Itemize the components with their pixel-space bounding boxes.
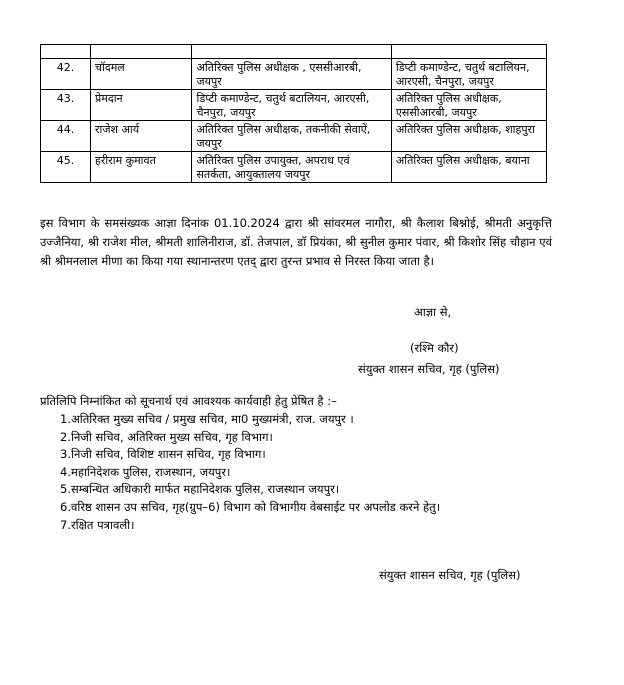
table-row bbox=[41, 152, 547, 183]
current-posting-cell: डिप्टी कमाण्डेन्ट, चतुर्थ बटालियन, आरएसी, चैनपुरा, जयपुर bbox=[192, 90, 391, 121]
cancellation-paragraph: इस विभाग के समसंख्यक आज्ञा दिनांक 01.10.2024 द्वारा श्री सांवरमल नागौरा, श्री कैलाश बिश्नोई, श्रीमती अनुकृत्ति उज्जैनिया, श्री राजेश मील, श्रीमती शालिनीराज, डॉ. तेजपाल, डॉ प्रियंका, श्री सुनील कुमार पंवार, श्री किशोर सिंह चौहान एवं श्री श्रीमनलाल मीणा का किया गया स्थानान्तरण एतद् द्वारा तुरन्त प्रभाव से निरस्त किया जाता है। bbox=[40, 216, 552, 268]
table-row bbox=[41, 59, 547, 90]
list-item: 4.महानिदेशक पुलिस, राजस्थान, जयपुर। bbox=[60, 464, 231, 479]
current-posting-cell bbox=[192, 45, 391, 59]
copy-recipient-list bbox=[60, 411, 440, 534]
new-posting-cell: अतिरिक्त पुलिस अधीक्षक, बयाना bbox=[391, 152, 546, 183]
current-posting-cell: अतिरिक्त पुलिस उपायुक्त, अपराध एवं सतर्कता, आयुक्तालय जयपुर bbox=[192, 152, 391, 183]
list-item: 6.वरिष्ठ शासन उप सचिव, गृह(ग्रुप–6) विभाग को विभागीय वेबसाईट पर अपलोड करने हेतु। bbox=[60, 499, 441, 514]
list-item: 2.निजी सचिव, अतिरिक्त मुख्य सचिव, गृह विभाग। bbox=[60, 429, 273, 444]
transfer-table bbox=[40, 44, 547, 183]
list-item: 5.सम्बन्धित अधिकारी मार्फत महानिदेशक पुलिस, राजस्थान जयपुर। bbox=[60, 482, 340, 497]
signatory-title: संयुक्त शासन सचिव, गृह (पुलिस) bbox=[358, 362, 500, 376]
new-posting-cell: डिप्टी कमाण्डेन्ट, चतुर्थ बटालियन, आरएसी, चैनपुरा, जयपुर bbox=[391, 59, 546, 90]
new-posting-cell: अतिरिक्त पुलिस अधीक्षक, एससीआरबी, जयपुर bbox=[391, 90, 546, 121]
list-item: 1.अतिरिक्त मुख्य सचिव / प्रमुख सचिव, मा0 मुख्यमंत्री, राज. जयपुर । bbox=[60, 412, 354, 426]
serial-cell: 43. bbox=[41, 90, 91, 121]
officer-name-cell: प्रेमदान bbox=[91, 90, 192, 121]
officer-name-cell: राजेश आर्य bbox=[91, 121, 192, 152]
officer-name-cell: हरीराम कुमावत bbox=[91, 152, 192, 183]
signatory-name: (रश्मि कौर) bbox=[410, 341, 459, 355]
officer-name-cell bbox=[91, 45, 192, 59]
by-order-text: आज्ञा से, bbox=[414, 305, 452, 319]
serial-cell: 45. bbox=[41, 152, 91, 183]
serial-cell bbox=[41, 45, 91, 59]
new-posting-cell: अतिरिक्त पुलिस अधीक्षक, शाहपुरा bbox=[391, 121, 546, 152]
footer-signatory-title: संयुक्त शासन सचिव, गृह (पुलिस) bbox=[379, 568, 521, 582]
current-posting-cell: अतिरिक्त पुलिस अधीक्षक, तकनीकी सेवाऐं, जयपुर bbox=[192, 121, 391, 152]
table-row bbox=[41, 90, 547, 121]
table-row bbox=[41, 45, 547, 59]
new-posting-cell bbox=[391, 45, 546, 59]
list-item: 7.रक्षित पत्रावली। bbox=[60, 517, 135, 532]
list-item: 3.निजी सचिव, विशिष्ट शासन सचिव, गृह विभाग। bbox=[60, 447, 266, 462]
officer-name-cell: चॉदमल bbox=[91, 59, 192, 90]
table-row bbox=[41, 121, 547, 152]
current-posting-cell: अतिरिक्त पुलिस अधीक्षक , एससीआरबी, जयपुर bbox=[192, 59, 391, 90]
copy-intro: प्रतिलिपि निम्नांकित को सूचनार्थ एवं आवश्यक कार्यवाही हेतु प्रेषित है :– bbox=[40, 394, 337, 408]
serial-cell: 42. bbox=[41, 59, 91, 90]
serial-cell: 44. bbox=[41, 121, 91, 152]
